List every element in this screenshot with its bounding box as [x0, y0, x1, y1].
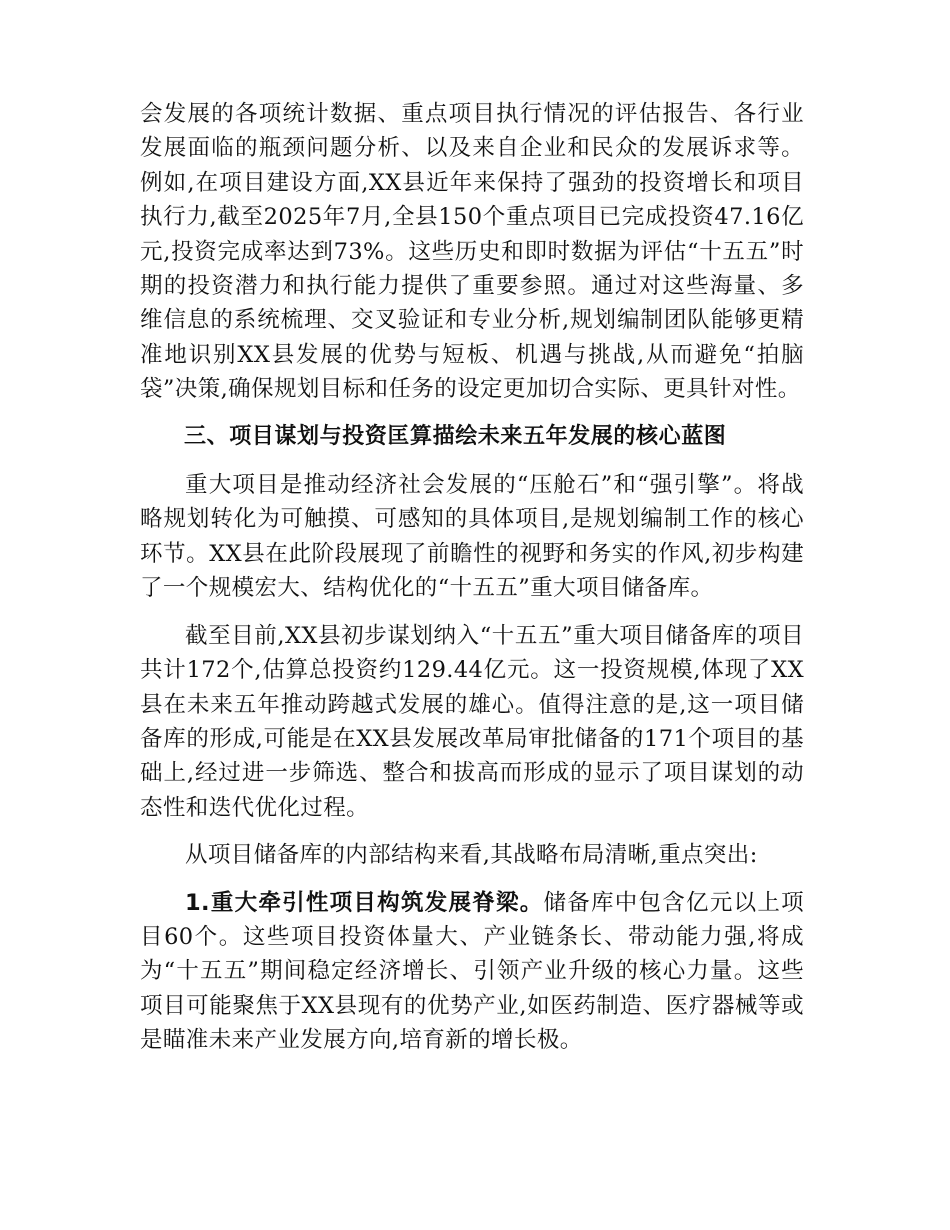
item-1-lead: 1.重大牵引性项目构筑发展脊梁。 [185, 889, 544, 916]
paragraph-project-reserve: 截至目前,XX县初步谋划纳入“十五五”重大项目储备库的项目共计172个,估算总投资约129.44亿元。这一投资规模,体现了XX县在未来五年推动跨越式发展的雄心。值得注意的是,这一项目储备库的形成,可能是在XX县发展改革局审批储备的171个项目的基础上,经过进一步筛选、整合和拔高而形成的显示了项目谋划的动态性和迭代优化过程。 [140, 622, 804, 821]
section-heading: 三、项目谋划与投资匡算描绘未来五年发展的核心蓝图 [184, 423, 727, 449]
paragraph-item-1 [140, 886, 804, 1058]
paragraph-major-projects: 重大项目是推动经济社会发展的“压舱石”和“强引擎”。将战略规划转化为可触摸、可感知的具体项目,是规划编制工作的核心环节。XX县在此阶段展现了前瞻性的视野和务实的作风,初步构建了一个规模宏大、结构优化的“十五五”重大项目储备库。 [140, 472, 804, 602]
paragraph-data-sources: 会发展的各项统计数据、重点项目执行情况的评估报告、各行业发展面临的瓶颈问题分析、以及来自企业和民众的发展诉求等。例如,在项目建设方面,XX县近年来保持了强劲的投资增长和项目执行力,截至2025年7月,全县150个重点项目已完成投资47.16亿元,投资完成率达到73%。这些历史和即时数据为评估“十五五”时期的投资潜力和执行能力提供了重要参照。通过对这些海量、多维信息的系统梳理、交叉验证和专业分析,规划编制团队能够更精准地识别XX县发展的优势与短板、机遇与挑战,从而避免“拍脑袋”决策,确保规划目标和任务的设定更加切合实际、更具针对性。 [140, 101, 804, 403]
document-page [140, 97, 804, 1071]
item-1-body: 储备库中包含亿元以上项目60个。这些项目投资体量大、产业链条长、带动能力强,将成为“十五五”期间稳定经济增长、引领产业升级的核心力量。这些项目可能聚焦于XX县现有的优势产业,如医药制造、医疗器械等或是瞄准未来产业发展方向,培育新的增长极。 [140, 889, 804, 1054]
paragraph-structure-intro: 从项目储备库的内部结构来看,其战略布局清晰,重点突出: [185, 842, 758, 869]
